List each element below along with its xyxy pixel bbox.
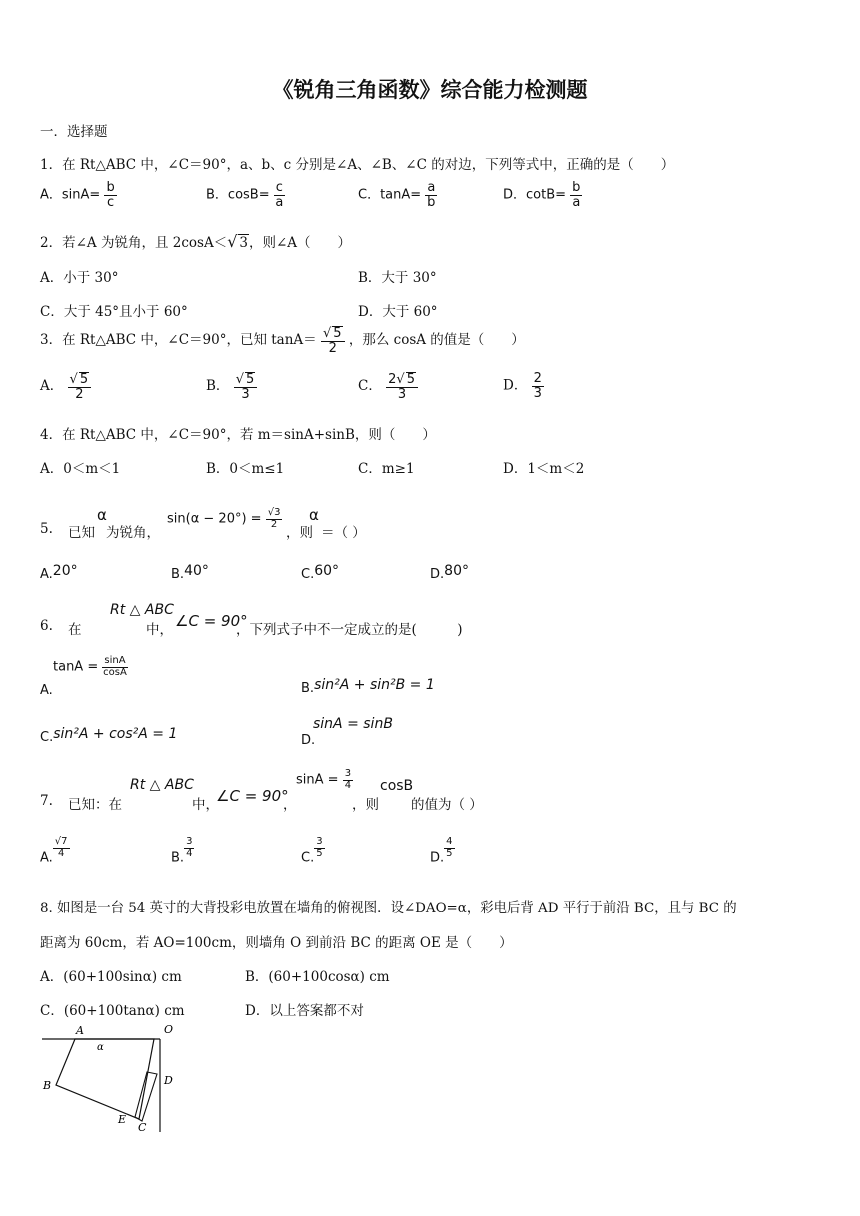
q2-option-d[interactable]: D．大于 60° <box>358 304 438 320</box>
q7-option-d[interactable]: D. $\frac{4}{5}$ <box>430 836 453 866</box>
q8-figure <box>36 1018 186 1134</box>
q1-stem: 1．在 Rt△ABC 中，∠C＝90°，a、b、c 分别是∠A、∠B、∠C 的对边，下列等式中，正确的是（ ） <box>40 157 675 173</box>
fig-label-c: C <box>138 1121 147 1134</box>
fig-label-b: B <box>43 1079 52 1092</box>
q7-text-5: 的值为（ ） <box>411 797 483 813</box>
q6-number: 6. <box>40 618 53 634</box>
q4-stem: 4．在 Rt△ABC 中，∠C＝90°，若 m＝sinA+sinB，则（ ） <box>40 427 436 443</box>
q6-option-d-expr: sinA = sinB <box>313 716 393 732</box>
q5-number: 5. <box>40 521 53 537</box>
q6-option-c[interactable]: C.sin²A + cos²A = 1 <box>40 726 178 745</box>
q3-option-a[interactable]: A． $\frac{√ 5}{2}$ <box>40 372 91 401</box>
q7-option-c[interactable]: C. $\frac{3}{5}$ <box>301 836 323 866</box>
q2-option-a[interactable]: A．小于 30° <box>40 270 119 286</box>
q8-stem-line-2: 距离为 60cm，若 AO=100cm，则墙角 O 到前沿 BC 的距离 OE 是（ ） <box>40 935 513 951</box>
q1-option-a[interactable]: A．sinA= $\frac{b}{c}$ <box>40 180 115 210</box>
q4-option-c[interactable]: C．m≥1 <box>358 461 415 477</box>
q7-option-b[interactable]: B. $\frac{3}{4}$ <box>171 836 193 866</box>
fig-label-alpha: α <box>97 1042 104 1053</box>
q1-option-b[interactable]: B．cosB= $\frac{c}{a}$ <box>206 180 284 210</box>
q7-text-3: ， <box>283 797 297 813</box>
q6-option-b[interactable]: B.sin²A + sin²B = 1 <box>301 677 435 696</box>
q8-option-c[interactable]: C．(60+100tanα) cm <box>40 1003 185 1019</box>
fig-label-d: D <box>164 1074 173 1087</box>
q5-expr: sin(α − 20°) = $\frac{√3}{2}$ <box>167 507 281 530</box>
q7-number: 7. <box>40 793 53 809</box>
q6-option-d[interactable]: D. <box>301 733 316 748</box>
q4-option-b[interactable]: B．0＜m≤1 <box>206 461 285 477</box>
q1-option-c[interactable]: C．tanA= $\frac{a}{b}$ <box>358 180 436 210</box>
q3-option-b[interactable]: B． $\frac{√ 5}{3}$ <box>206 372 257 401</box>
q5-alpha-2: α <box>309 506 319 524</box>
q7-text-1: 已知：在 <box>68 797 122 813</box>
q7-text-4: ，则 <box>352 797 379 813</box>
q7-option-a[interactable]: A. $\frac{√7}{4}$ <box>40 836 68 866</box>
q2-option-b[interactable]: B．大于 30° <box>358 270 437 286</box>
q7-triangle: Rt △ ABC <box>130 777 194 793</box>
q3-option-d[interactable]: D． $\frac{2}{3}$ <box>503 371 542 401</box>
q6-angle: ∠C = 90° <box>175 612 248 630</box>
page-title: 《锐角三角函数》综合能力检测题 <box>272 77 588 102</box>
q5-text-4: ＝（ ） <box>321 525 366 541</box>
q7-cos: cosB <box>380 778 414 794</box>
q6-text-3: ，下列式子中不一定成立的是( ) <box>236 622 463 638</box>
q5-option-a[interactable]: A.20° <box>40 563 78 582</box>
q1-option-d[interactable]: D．cotB= $\frac{b}{a}$ <box>503 180 581 210</box>
q3-option-c[interactable]: C． $\frac{2√ 5}{3}$ <box>358 372 418 401</box>
q8-stem-line-1: 8. 如图是一台 54 英寸的大背投彩电放置在墙角的俯视图．设∠DAO=α，彩电后背 AD 平行于前沿 BC，且与 BC 的 <box>40 901 737 916</box>
q5-option-d[interactable]: D.80° <box>430 563 469 582</box>
q5-alpha: α <box>97 506 107 524</box>
q8-option-a[interactable]: A．(60+100sinα) cm <box>40 969 182 985</box>
q5-option-b[interactable]: B.40° <box>171 563 209 582</box>
q7-sin-expr: sinA = $\frac{3}{4}$ <box>296 768 352 791</box>
tv-body <box>56 1039 154 1119</box>
q4-option-a[interactable]: A．0＜m＜1 <box>40 461 121 477</box>
q7-angle: ∠C = 90° <box>216 787 289 805</box>
q6-text-1: 在 <box>68 622 82 638</box>
q6-triangle: Rt △ ABC <box>110 602 174 618</box>
q5-text-3: ，则 <box>286 525 313 541</box>
q2-radical: 3 <box>239 235 248 251</box>
q6-option-a-expr: tanA = $\frac{\sin A}{\cos A}$ <box>53 655 127 678</box>
q5-text-2: 为锐角， <box>106 525 160 541</box>
fig-label-o: O <box>164 1023 174 1036</box>
q8-option-d[interactable]: D．以上答案都不对 <box>245 1003 364 1019</box>
section-heading: 一．选择题 <box>40 124 108 140</box>
fig-label-e: E <box>118 1113 127 1126</box>
q6-option-a[interactable]: A. <box>40 683 53 698</box>
q2-option-c[interactable]: C．大于 45°且小于 60° <box>40 304 188 320</box>
q4-option-d[interactable]: D．1＜m＜2 <box>503 461 585 477</box>
q5-option-c[interactable]: C.60° <box>301 563 340 582</box>
q8-option-b[interactable]: B．(60+100cosα) cm <box>245 969 390 985</box>
q3-stem: 3．在 Rt△ABC 中，∠C＝90°，已知 tanA＝ $\frac{√ 5}{2}$ ，那么 cosA 的值是（ ） <box>40 326 525 356</box>
q2-stem: 2．若∠A 为锐角，且 2cosA＜√ 3，则∠A（ ） <box>40 232 352 251</box>
q5-text-1: 已知 <box>68 525 95 541</box>
q7-text-2: 中， <box>192 797 219 813</box>
fig-label-a: A <box>76 1024 84 1037</box>
q6-text-2: 中， <box>146 622 173 638</box>
